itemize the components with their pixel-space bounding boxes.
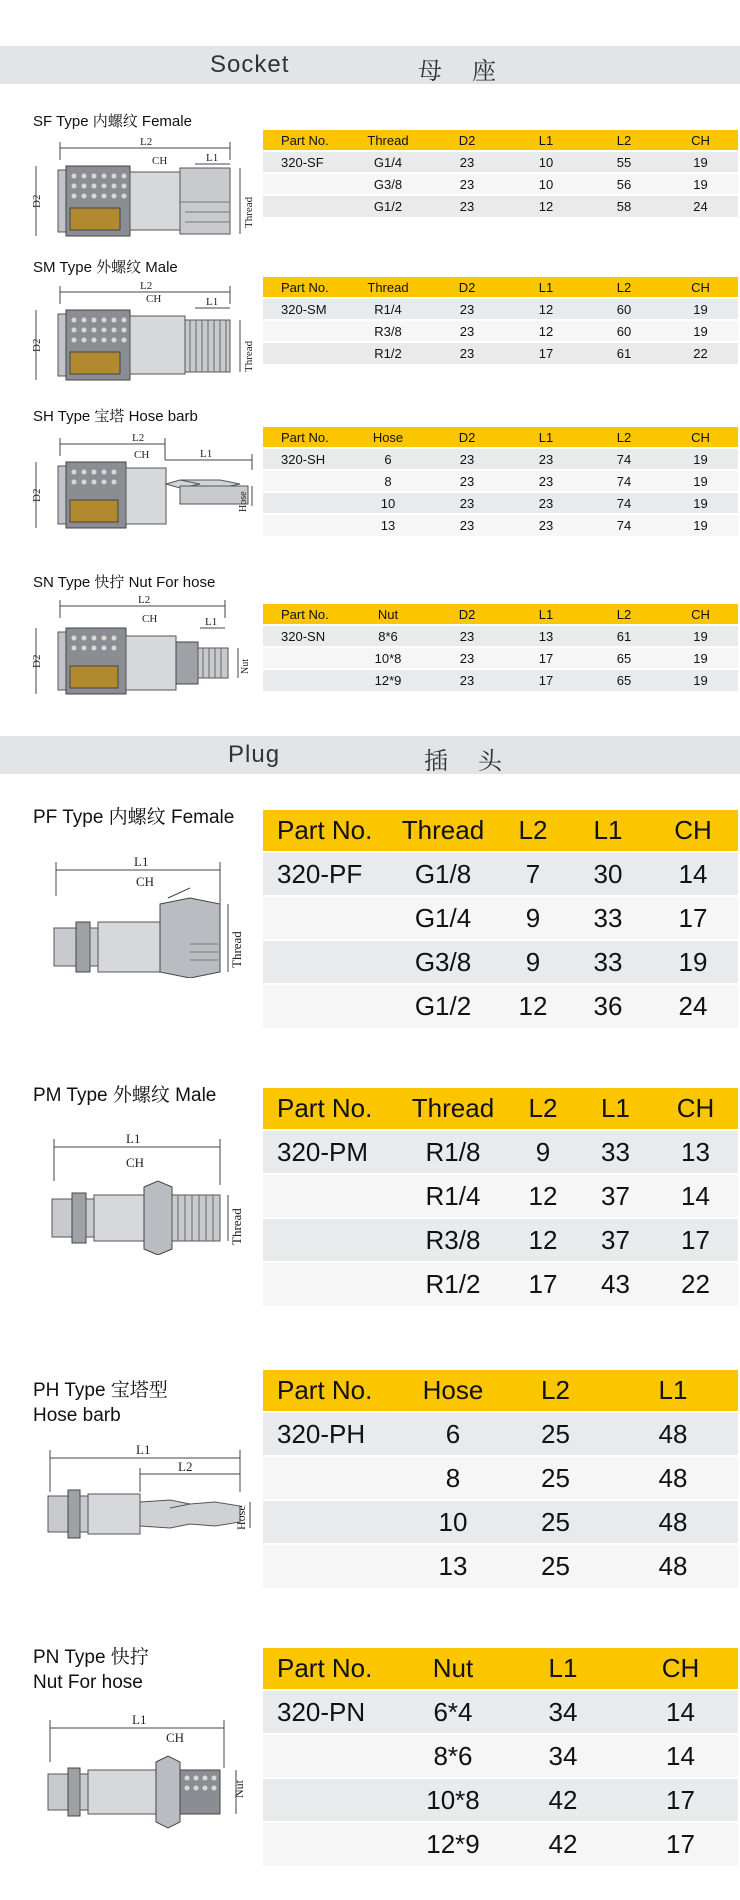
- table-cell: 6*4: [403, 1690, 503, 1734]
- table-cell: [263, 940, 388, 984]
- table-cell: 23: [427, 448, 507, 470]
- table-cell: 34: [503, 1734, 623, 1778]
- table-cell: 10*8: [349, 647, 427, 669]
- table-cell: 22: [653, 1262, 738, 1306]
- table-cell: 17: [507, 342, 585, 364]
- column-header: L1: [507, 130, 585, 151]
- table-row: [263, 1500, 738, 1544]
- table-cell: R3/8: [349, 320, 427, 342]
- table-cell: 17: [507, 647, 585, 669]
- sh-socket-drawing: [30, 430, 258, 538]
- table-cell: 19: [663, 514, 738, 536]
- table-cell: 24: [663, 195, 738, 217]
- table-row: [263, 1456, 738, 1500]
- table-row: [263, 647, 738, 669]
- table-cell: 8: [403, 1456, 503, 1500]
- table-cell: 74: [585, 514, 663, 536]
- column-header: CH: [663, 427, 738, 448]
- table-row: [263, 1778, 738, 1822]
- table-cell: 19: [663, 470, 738, 492]
- table-cell: [263, 514, 349, 536]
- pn-l1-label: L1: [132, 1712, 147, 1727]
- socket-section-title: Socket: [210, 51, 290, 78]
- table-cell: 25: [503, 1412, 608, 1456]
- table-cell: G1/2: [349, 195, 427, 217]
- table-cell: [263, 342, 349, 364]
- table-cell: 33: [568, 896, 648, 940]
- table-cell: 12: [507, 320, 585, 342]
- column-header: Part No.: [263, 1088, 398, 1130]
- column-header: L1: [503, 1648, 623, 1690]
- column-header: D2: [427, 130, 507, 151]
- plug-section-header: [0, 736, 740, 774]
- table-cell: 19: [663, 625, 738, 647]
- ph-type-title-line2: Hose barb: [33, 1405, 121, 1426]
- sf-spec-table: [263, 130, 738, 217]
- table-row: [263, 492, 738, 514]
- sf-l1-label: L1: [206, 152, 219, 164]
- table-cell: 23: [427, 492, 507, 514]
- ph-hose-label: Hose: [234, 1505, 248, 1530]
- column-header: L1: [608, 1370, 738, 1412]
- sm-d2-label: D2: [31, 338, 43, 352]
- table-cell: 19: [663, 647, 738, 669]
- table-cell: [263, 647, 349, 669]
- pm-plug-drawing: [40, 1125, 262, 1255]
- pf-type-title: PF Type 内螺纹 Female: [33, 807, 235, 828]
- table-cell: 25: [503, 1544, 608, 1588]
- column-header: CH: [623, 1648, 738, 1690]
- table-cell: 60: [585, 320, 663, 342]
- sn-l2-label: L2: [138, 594, 151, 606]
- table-cell: 13: [349, 514, 427, 536]
- plug-section-title: Plug: [228, 741, 281, 768]
- pm-type-title: PM Type 外螺纹 Male: [33, 1085, 217, 1106]
- column-header: Thread: [388, 810, 498, 852]
- table-cell: 10: [403, 1500, 503, 1544]
- table-cell: [263, 1218, 398, 1262]
- table-cell: 56: [585, 173, 663, 195]
- table-row: [263, 342, 738, 364]
- table-row: [263, 1822, 738, 1866]
- sm-l1-label: L1: [206, 296, 219, 308]
- table-cell: R1/2: [349, 342, 427, 364]
- table-row: [263, 514, 738, 536]
- plug-section-title-cn: 插头: [424, 748, 532, 775]
- table-cell: 320-PH: [263, 1412, 403, 1456]
- column-header: Thread: [349, 130, 427, 151]
- column-header: Part No.: [263, 810, 388, 852]
- table-cell: R1/4: [349, 298, 427, 320]
- socket-section-header: [0, 46, 740, 84]
- table-cell: 65: [585, 669, 663, 691]
- table-cell: 74: [585, 448, 663, 470]
- column-header: Thread: [349, 277, 427, 298]
- pf-l1-label: L1: [134, 854, 149, 869]
- table-cell: 14: [623, 1690, 738, 1734]
- table-cell: 23: [427, 173, 507, 195]
- table-cell: G1/8: [388, 852, 498, 896]
- table-cell: 48: [608, 1412, 738, 1456]
- column-header: L2: [585, 277, 663, 298]
- sm-type-title: SM Type 外螺纹 Male: [33, 259, 178, 276]
- table-cell: 8: [349, 470, 427, 492]
- column-header: Part No.: [263, 1648, 403, 1690]
- table-cell: 25: [503, 1500, 608, 1544]
- column-header: Part No.: [263, 130, 349, 151]
- table-cell: 23: [427, 195, 507, 217]
- column-header: L2: [498, 810, 568, 852]
- column-header: L1: [507, 604, 585, 625]
- column-header: CH: [653, 1088, 738, 1130]
- table-cell: 48: [608, 1456, 738, 1500]
- table-cell: G1/4: [388, 896, 498, 940]
- column-header: CH: [648, 810, 738, 852]
- table-cell: 13: [507, 625, 585, 647]
- sf-thread-label: Thread: [243, 196, 255, 228]
- sn-nut-label: Nut: [240, 659, 251, 674]
- table-cell: 33: [578, 1130, 653, 1174]
- table-cell: G3/8: [349, 173, 427, 195]
- table-cell: [263, 1456, 403, 1500]
- table-cell: [263, 1174, 398, 1218]
- sm-socket-drawing: [30, 278, 258, 386]
- sn-d2-label: D2: [31, 654, 43, 668]
- column-header: L1: [578, 1088, 653, 1130]
- table-cell: 61: [585, 342, 663, 364]
- column-header: D2: [427, 277, 507, 298]
- table-cell: 14: [648, 852, 738, 896]
- table-cell: 12: [507, 195, 585, 217]
- table-row: [263, 448, 738, 470]
- column-header: D2: [427, 604, 507, 625]
- table-cell: 320-PN: [263, 1690, 403, 1734]
- table-row: [263, 852, 738, 896]
- table-cell: 12*9: [349, 669, 427, 691]
- table-cell: 7: [498, 852, 568, 896]
- column-header: Part No.: [263, 427, 349, 448]
- table-cell: 22: [663, 342, 738, 364]
- column-header: Part No.: [263, 1370, 403, 1412]
- pn-type-title-line2: Nut For hose: [33, 1672, 143, 1693]
- sh-l2-label: L2: [132, 432, 145, 444]
- ph-l1-label: L1: [136, 1442, 151, 1457]
- table-row: [263, 896, 738, 940]
- socket-section-title-cn: 母座: [418, 58, 526, 85]
- table-row: [263, 298, 738, 320]
- table-row: [263, 1130, 738, 1174]
- column-header: L2: [503, 1370, 608, 1412]
- table-cell: 9: [498, 940, 568, 984]
- pm-spec-table: [263, 1088, 738, 1306]
- table-cell: [263, 1544, 403, 1588]
- ph-l2-label: L2: [178, 1459, 193, 1474]
- table-cell: 19: [648, 940, 738, 984]
- sh-l1-label: L1: [200, 448, 213, 460]
- table-cell: 37: [578, 1174, 653, 1218]
- table-cell: 8*6: [403, 1734, 503, 1778]
- column-header: Thread: [398, 1088, 508, 1130]
- table-cell: 9: [498, 896, 568, 940]
- table-cell: [263, 1778, 403, 1822]
- table-cell: G1/4: [349, 151, 427, 173]
- table-row: [263, 1544, 738, 1588]
- pm-ch-label: CH: [126, 1155, 145, 1170]
- table-cell: 42: [503, 1822, 623, 1866]
- table-cell: 23: [427, 470, 507, 492]
- sn-spec-table: [263, 604, 738, 691]
- table-cell: G1/2: [388, 984, 498, 1028]
- table-cell: 320-SH: [263, 448, 349, 470]
- table-cell: R1/2: [398, 1262, 508, 1306]
- table-cell: 23: [507, 470, 585, 492]
- table-cell: 74: [585, 492, 663, 514]
- table-cell: [263, 1500, 403, 1544]
- table-cell: 74: [585, 470, 663, 492]
- sm-ch-label: CH: [146, 293, 162, 305]
- sf-socket-drawing: [30, 132, 258, 242]
- table-cell: 65: [585, 647, 663, 669]
- column-header: D2: [427, 427, 507, 448]
- table-cell: R3/8: [398, 1218, 508, 1262]
- table-cell: 60: [585, 298, 663, 320]
- table-cell: 48: [608, 1544, 738, 1588]
- sn-ch-label: CH: [142, 613, 158, 625]
- sf-l2-label: L2: [140, 136, 153, 148]
- column-header: Nut: [349, 604, 427, 625]
- table-cell: 320-SF: [263, 151, 349, 173]
- column-header: L2: [585, 130, 663, 151]
- sf-ch-label: CH: [152, 155, 168, 167]
- table-cell: 23: [427, 625, 507, 647]
- table-cell: 23: [427, 320, 507, 342]
- ph-plug-drawing: [40, 1442, 262, 1552]
- table-row: [263, 940, 738, 984]
- pm-l1-label: L1: [126, 1131, 141, 1146]
- sm-spec-table: [263, 277, 738, 364]
- table-cell: 19: [663, 173, 738, 195]
- table-cell: 17: [508, 1262, 578, 1306]
- table-cell: 42: [503, 1778, 623, 1822]
- column-header: L1: [568, 810, 648, 852]
- table-cell: 33: [568, 940, 648, 984]
- table-cell: 6: [349, 448, 427, 470]
- table-cell: 17: [623, 1822, 738, 1866]
- pf-thread-label: Thread: [229, 931, 244, 968]
- table-cell: 23: [427, 151, 507, 173]
- table-row: [263, 1262, 738, 1306]
- ph-spec-table: [263, 1370, 738, 1588]
- table-cell: [263, 1262, 398, 1306]
- table-row: [263, 1174, 738, 1218]
- pn-nut-label: Nut: [232, 1780, 246, 1798]
- pn-ch-label: CH: [166, 1730, 185, 1745]
- table-cell: [263, 984, 388, 1028]
- table-cell: 17: [507, 669, 585, 691]
- column-header: CH: [663, 604, 738, 625]
- pm-thread-label: Thread: [229, 1208, 244, 1245]
- table-cell: 19: [663, 298, 738, 320]
- table-cell: R1/4: [398, 1174, 508, 1218]
- table-cell: [263, 1822, 403, 1866]
- column-header: Part No.: [263, 604, 349, 625]
- table-cell: 17: [623, 1778, 738, 1822]
- pf-ch-label: CH: [136, 874, 155, 889]
- table-cell: 320-PM: [263, 1130, 398, 1174]
- sm-thread-label: Thread: [243, 340, 255, 372]
- table-row: [263, 151, 738, 173]
- sh-spec-table: [263, 427, 738, 536]
- table-cell: R1/8: [398, 1130, 508, 1174]
- table-cell: 25: [503, 1456, 608, 1500]
- sn-socket-drawing: [30, 592, 258, 702]
- table-row: [263, 1690, 738, 1734]
- column-header: L2: [585, 604, 663, 625]
- sh-type-title: SH Type 宝塔 Hose barb: [33, 408, 198, 425]
- pn-plug-drawing: [40, 1712, 262, 1832]
- table-cell: 10: [507, 151, 585, 173]
- table-cell: 23: [427, 514, 507, 536]
- table-row: [263, 984, 738, 1028]
- table-cell: 23: [427, 669, 507, 691]
- column-header: Part No.: [263, 277, 349, 298]
- sn-type-title: SN Type 快拧 Nut For hose: [33, 574, 216, 591]
- pf-spec-table: [263, 810, 738, 1028]
- table-cell: 23: [507, 448, 585, 470]
- table-cell: 14: [653, 1174, 738, 1218]
- table-row: [263, 195, 738, 217]
- table-cell: 23: [507, 492, 585, 514]
- sf-type-title: SF Type 内螺纹 Female: [33, 113, 192, 130]
- table-cell: 10: [507, 173, 585, 195]
- column-header: L2: [585, 427, 663, 448]
- table-cell: [263, 195, 349, 217]
- table-cell: 36: [568, 984, 648, 1028]
- table-cell: 43: [578, 1262, 653, 1306]
- table-row: [263, 1734, 738, 1778]
- pn-type-title: PN Type 快拧: [33, 1647, 149, 1668]
- table-cell: [263, 1734, 403, 1778]
- table-cell: 10*8: [403, 1778, 503, 1822]
- table-cell: 48: [608, 1500, 738, 1544]
- table-cell: 23: [427, 342, 507, 364]
- column-header: CH: [663, 277, 738, 298]
- table-cell: 12: [498, 984, 568, 1028]
- table-cell: 12: [508, 1218, 578, 1262]
- table-cell: 9: [508, 1130, 578, 1174]
- sf-d2-label: D2: [31, 194, 43, 208]
- pn-spec-table: [263, 1648, 738, 1866]
- column-header: L1: [507, 427, 585, 448]
- table-cell: 23: [427, 647, 507, 669]
- sh-hose-label: Hose: [238, 491, 249, 512]
- column-header: L1: [507, 277, 585, 298]
- table-cell: 30: [568, 852, 648, 896]
- pf-plug-drawing: [40, 848, 262, 978]
- table-cell: [263, 896, 388, 940]
- table-cell: 14: [623, 1734, 738, 1778]
- table-cell: [263, 173, 349, 195]
- table-cell: 320-SN: [263, 625, 349, 647]
- table-row: [263, 470, 738, 492]
- column-header: CH: [663, 130, 738, 151]
- table-cell: 24: [648, 984, 738, 1028]
- table-row: [263, 625, 738, 647]
- table-cell: 13: [653, 1130, 738, 1174]
- table-cell: 8*6: [349, 625, 427, 647]
- table-cell: 58: [585, 195, 663, 217]
- column-header: Nut: [403, 1648, 503, 1690]
- table-cell: 19: [663, 151, 738, 173]
- column-header: Hose: [349, 427, 427, 448]
- table-cell: G3/8: [388, 940, 498, 984]
- table-cell: 320-PF: [263, 852, 388, 896]
- table-cell: 17: [648, 896, 738, 940]
- table-cell: 19: [663, 320, 738, 342]
- table-cell: 6: [403, 1412, 503, 1456]
- table-cell: 23: [507, 514, 585, 536]
- table-row: [263, 320, 738, 342]
- table-row: [263, 1218, 738, 1262]
- table-cell: 34: [503, 1690, 623, 1734]
- sh-d2-label: D2: [31, 488, 43, 502]
- table-cell: [263, 492, 349, 514]
- table-cell: 320-SM: [263, 298, 349, 320]
- table-cell: 23: [427, 298, 507, 320]
- table-cell: 37: [578, 1218, 653, 1262]
- column-header: Hose: [403, 1370, 503, 1412]
- sn-l1-label: L1: [205, 616, 218, 628]
- table-cell: 12: [507, 298, 585, 320]
- table-cell: [263, 470, 349, 492]
- column-header: L2: [508, 1088, 578, 1130]
- table-cell: 19: [663, 492, 738, 514]
- table-cell: 10: [349, 492, 427, 514]
- table-cell: [263, 320, 349, 342]
- table-cell: 17: [653, 1218, 738, 1262]
- table-row: [263, 669, 738, 691]
- table-cell: 61: [585, 625, 663, 647]
- table-cell: 19: [663, 669, 738, 691]
- table-cell: 19: [663, 448, 738, 470]
- sh-ch-label: CH: [134, 449, 150, 461]
- ph-type-title: PH Type 宝塔型: [33, 1380, 168, 1401]
- table-cell: 12: [508, 1174, 578, 1218]
- table-row: [263, 173, 738, 195]
- sm-l2-label: L2: [140, 280, 153, 292]
- table-cell: 12*9: [403, 1822, 503, 1866]
- table-cell: 55: [585, 151, 663, 173]
- table-cell: [263, 669, 349, 691]
- table-cell: 13: [403, 1544, 503, 1588]
- table-row: [263, 1412, 738, 1456]
